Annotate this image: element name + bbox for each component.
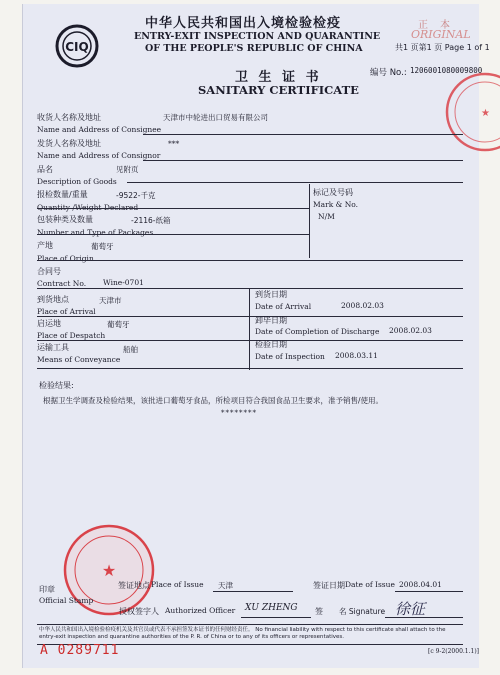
divider bbox=[127, 182, 463, 183]
mark-label-cn: 标记及号码 bbox=[313, 188, 353, 197]
quantity-label-cn: 报检数量/重量 bbox=[37, 190, 88, 199]
consignee-value: 天津市中轮进出口贸易有限公司 bbox=[163, 113, 268, 122]
result-text: 根据卫生学调查及检验结果，该批进口葡萄牙食品，所检项目符合我国食品卫生要求，准予销售/使用。 bbox=[43, 396, 384, 405]
discharge-label-en: Date of Completion of Discharge bbox=[255, 327, 380, 336]
footer-disclaimer-cn: 中华人民共和国出入境检验检疫机关及其官员或代表不承担签发本证书的任何财经责任。 bbox=[39, 627, 254, 633]
inspection-date-label-en: Date of Inspection bbox=[255, 352, 325, 361]
certificate-title-cn: 卫 生 证 书 bbox=[235, 70, 322, 85]
divider bbox=[385, 617, 463, 618]
footer-disclaimer-en: No financial liability with respect to this certificate shall attach to the entry-exit inspection and quarantine authorities of the P. R. of China or to any of its officers or representatives. bbox=[39, 627, 446, 640]
certificate-title-en: SANITARY CERTIFICATE bbox=[198, 83, 359, 97]
contract-label-en: Contract No. bbox=[37, 279, 87, 288]
footer-divider bbox=[37, 624, 463, 625]
divider bbox=[249, 288, 250, 370]
origin-value: 葡萄牙 bbox=[91, 242, 114, 251]
arrival-date-label-cn: 到货日期 bbox=[255, 290, 287, 299]
header-title-cn: 中华人民共和国出入境检验检疫 bbox=[145, 16, 342, 31]
arrival-value: 天津市 bbox=[99, 296, 122, 305]
result-stars: ******** bbox=[221, 409, 257, 417]
divider bbox=[37, 260, 463, 261]
arrival-label-cn: 到货地点 bbox=[37, 295, 69, 304]
divider bbox=[37, 288, 463, 289]
origin-label-en: Place of Origin bbox=[37, 254, 94, 263]
consignor-label-en: Name and Address of Consignor bbox=[37, 151, 161, 160]
divider bbox=[395, 591, 463, 592]
despatch-label-en: Place of Despatch bbox=[37, 331, 106, 340]
package-value: -2116-纸箱 bbox=[131, 216, 171, 225]
svg-text:★: ★ bbox=[481, 108, 490, 119]
issue-place-label-en: Place of Issue bbox=[151, 580, 204, 589]
officer-label-en: Authorized Officer bbox=[165, 606, 236, 615]
issue-date-label-en: Date of Issue bbox=[345, 580, 395, 589]
issue-place-label-cn: 签证地点 bbox=[118, 581, 150, 590]
certificate-no-label: 编号 No.: bbox=[370, 68, 407, 78]
certificate-no-value: 1206001080009800 bbox=[410, 66, 483, 75]
header-title-en-line1: ENTRY-EXIT INSPECTION AND QUARANTINE bbox=[134, 31, 381, 42]
goods-label-cn: 品名 bbox=[37, 165, 53, 174]
svg-text:CIQ: CIQ bbox=[65, 40, 89, 54]
despatch-label-cn: 启运地 bbox=[37, 319, 61, 328]
signature-label-en: 名 Signature bbox=[339, 607, 386, 616]
signature-label-cn: 签 bbox=[315, 607, 323, 616]
consignee-label-cn: 收货人名称及地址 bbox=[37, 113, 101, 122]
issue-date-value: 2008.04.01 bbox=[399, 580, 442, 589]
quantity-label-en: Quantity /Weight Declared bbox=[37, 203, 139, 212]
divider bbox=[37, 368, 463, 369]
package-label-en: Number and Type of Packages bbox=[37, 228, 154, 237]
issue-place-value: 天津 bbox=[218, 581, 233, 590]
conveyance-label-en: Means of Conveyance bbox=[37, 355, 121, 364]
consignor-value: *** bbox=[168, 139, 180, 148]
inspection-seal-icon bbox=[441, 70, 500, 154]
divider bbox=[37, 208, 309, 209]
contract-label-cn: 合同号 bbox=[37, 267, 61, 276]
consignor-label-cn: 发货人名称及地址 bbox=[37, 139, 101, 148]
contract-value: Wine-0701 bbox=[103, 278, 144, 287]
officer-value: XU ZHENG bbox=[245, 603, 298, 613]
divider bbox=[37, 316, 463, 317]
arrival-date-value: 2008.02.03 bbox=[341, 301, 384, 310]
inspection-date-label-cn: 检验日期 bbox=[255, 340, 287, 349]
official-stamp-label-cn: 印章 bbox=[39, 585, 55, 594]
ciq-logo-icon bbox=[55, 24, 99, 68]
divider bbox=[143, 160, 463, 161]
svg-text:★: ★ bbox=[101, 561, 117, 580]
conveyance-value: 船舶 bbox=[123, 345, 138, 354]
divider bbox=[309, 184, 310, 258]
page-number: 共1 页第1 页 Page 1 of 1 bbox=[395, 43, 490, 52]
discharge-label-cn: 卸毕日期 bbox=[255, 316, 287, 325]
divider bbox=[37, 340, 463, 341]
serial-number: A 0289711 bbox=[40, 643, 120, 658]
original-stamp-en: ORIGINAL bbox=[411, 28, 471, 41]
official-stamp-label-en: Official Stamp bbox=[39, 596, 94, 605]
issue-date-label-cn: 签证日期 bbox=[313, 581, 345, 590]
form-code: [c 9-2(2000.1.1)] bbox=[428, 648, 480, 655]
discharge-value: 2008.02.03 bbox=[389, 326, 432, 335]
divider bbox=[213, 591, 293, 592]
header-title-en-line2: OF THE PEOPLE'S REPUBLIC OF CHINA bbox=[145, 43, 363, 54]
origin-label-cn: 产地 bbox=[37, 241, 53, 250]
quantity-value: -9522-千克 bbox=[116, 191, 156, 200]
goods-value: 见附页 bbox=[116, 165, 139, 174]
consignee-label-en: Name and Address of Consignee bbox=[37, 125, 162, 134]
divider bbox=[241, 617, 311, 618]
officer-label-cn: 授权签字人 bbox=[119, 607, 159, 616]
divider bbox=[143, 134, 463, 135]
despatch-value: 葡萄牙 bbox=[107, 320, 130, 329]
original-stamp-cn: 正 本 bbox=[418, 20, 451, 31]
arrival-label-en: Place of Arrival bbox=[37, 307, 96, 316]
signature-value: 徐征 bbox=[395, 600, 426, 618]
package-label-cn: 包装种类及数量 bbox=[37, 215, 93, 224]
divider bbox=[37, 234, 309, 235]
certificate-sheet bbox=[22, 4, 490, 668]
mark-value: N/M bbox=[318, 212, 335, 221]
footer-disclaimer bbox=[39, 627, 463, 641]
goods-label-en: Description of Goods bbox=[37, 177, 117, 186]
conveyance-label-cn: 运输工具 bbox=[37, 343, 69, 352]
mark-label-en: Mark & No. bbox=[313, 200, 359, 209]
inspection-date-value: 2008.03.11 bbox=[335, 351, 378, 360]
arrival-date-label-en: Date of Arrival bbox=[255, 302, 312, 311]
result-label: 检验结果: bbox=[39, 381, 74, 390]
